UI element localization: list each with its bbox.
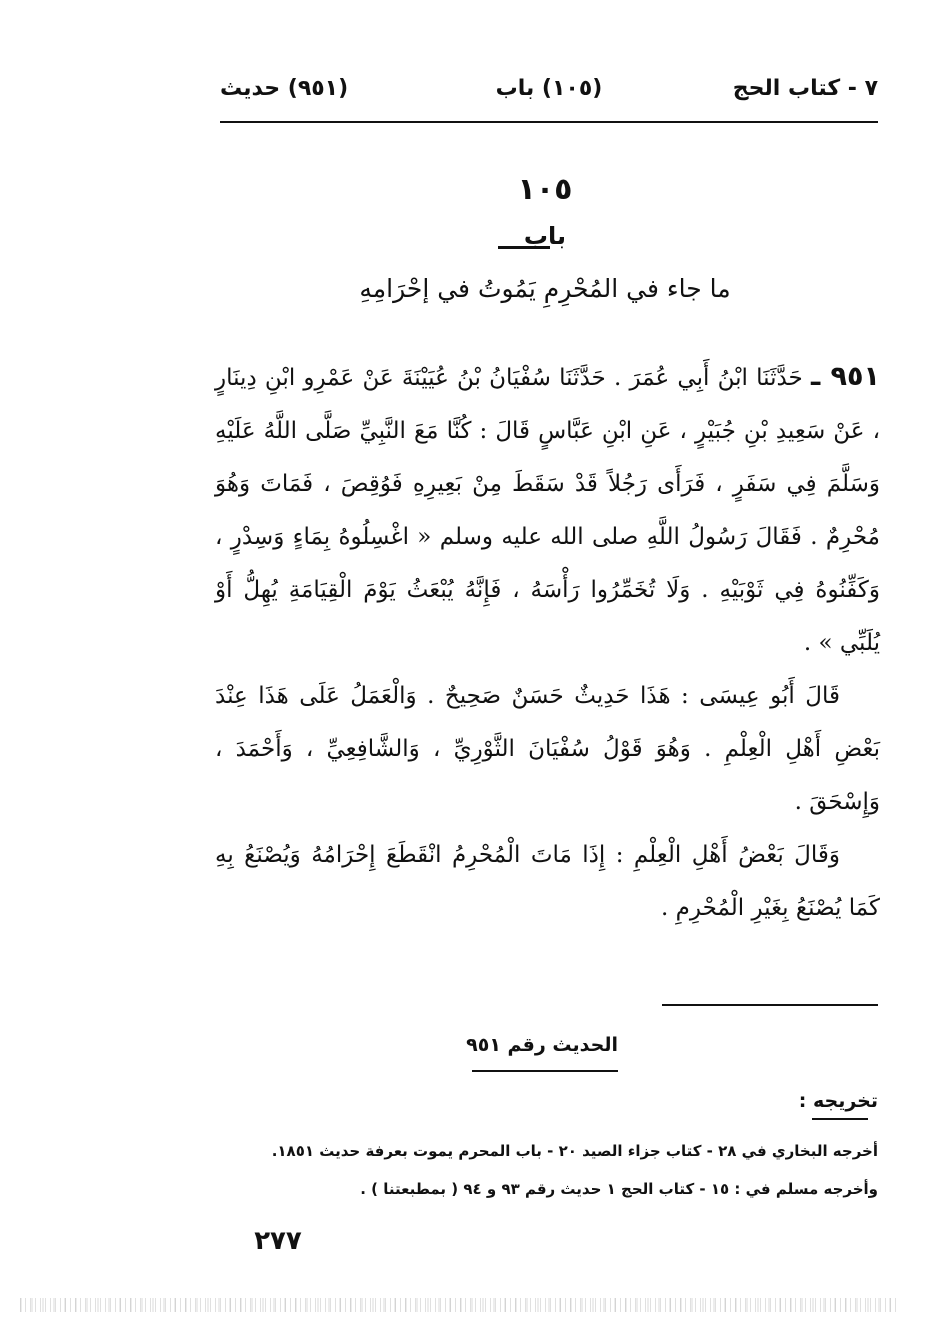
header-hadith-ref: (٩٥١) حديث <box>220 76 349 101</box>
commentary-paragraph: قَالَ أَبُو عِيسَى : هَذَا حَدِيثٌ حَسَنٌ صَحِيحٌ . وَالْعَمَلُ عَلَى هَذَا عِنْدَ بَعْضِ أَهْلِ الْعِلْمِ . وَهُوَ قَوْلُ سُفْيَانَ الثَّوْرِيِّ ، وَالشَّافِعِيِّ ، وَأَحْمَدَ ، وَإِسْحَقَ . <box>215 683 880 815</box>
body-text <box>215 350 880 935</box>
chapter-label: باب <box>523 222 567 250</box>
footnote-hadith-ref-underline <box>472 1070 618 1072</box>
hadith-text: حَدَّثَنَا ابْنُ أَبِي عُمَرَ . حَدَّثَنَا سُفْيَانُ بْنُ عُيَيْنَةَ عَنْ عَمْرِو ابْنِ دِينَارٍ ، عَنْ سَعِيدِ بْنِ جُبَيْرٍ ، عَنِ ابْنِ عَبَّاسٍ قَالَ : كُنَّا مَعَ النَّبِيِّ صَلَّى اللَّهُ عَلَيْهِ وَسَلَّمَ فِي سَفَرٍ ، فَرَأَى رَجُلاً قَدْ سَقَطَ مِنْ بَعِيرِهِ فَوُقِصَ ، فَمَاتَ وَهُوَ مُحْرِمٌ . فَقَالَ رَسُولُ اللَّهِ صلى الله عليه وسلم « اغْسِلُوهُ بِمَاءٍ وَسِدْرٍ ، وَكَفِّنُوهُ فِي ثَوْبَيْهِ . وَلَا تُخَمِّرُوا رَأْسَهُ ، فَإِنَّهُ يُبْعَثُ يَوْمَ الْقِيَامَةِ يُهِلُّ أَوْ يُلَبِّي » . <box>215 365 880 656</box>
chapter-label-underline <box>498 246 550 249</box>
header-book-title: ٧ - كتاب الحج <box>732 76 878 101</box>
running-header <box>220 70 878 114</box>
takhrij-label-underline <box>812 1118 868 1120</box>
chapter-title: ما جاء في المُحْرِمِ يَمُوتُ في إحْرَامِهِ <box>359 274 731 303</box>
hadith-paragraph <box>215 350 880 670</box>
chapter-number: ١٠٥ <box>517 172 573 207</box>
header-chapter-ref: (١٠٥) باب <box>495 76 603 101</box>
commentary-paragraph: وَقَالَ بَعْضُ أَهْلِ الْعِلْمِ : إِذَا مَاتَ الْمُحْرِمُ انْقَطَعَ إِحْرَامُهُ وَيُصْنَعُ بِهِ كَمَا يُصْنَعُ بِغَيْرِ الْمُحْرِمِ . <box>215 842 880 921</box>
scan-noise-strip <box>20 1298 900 1312</box>
hadith-number: ٩٥١ ـ <box>810 361 880 392</box>
takhrij-lines <box>226 1132 878 1208</box>
page-number: ٢٧٧ <box>254 1226 302 1256</box>
takhrij-label: تخريجه : <box>798 1090 878 1112</box>
footnote-divider <box>662 1004 878 1006</box>
header-divider <box>220 121 878 123</box>
footnote-hadith-ref: الحديث رقم ٩٥١ <box>466 1034 618 1056</box>
takhrij-line: وأخرجه مسلم في : ١٥ - كتاب الحج ١ حديث رقم ٩٣ و ٩٤ ( بمطبعتنا ) . <box>360 1180 878 1198</box>
takhrij-line: أخرجه البخاري في ٢٨ - كتاب جزاء الصيد ٢٠ - باب المحرم يموت بعرفة حديث ١٨٥١. <box>271 1142 878 1160</box>
